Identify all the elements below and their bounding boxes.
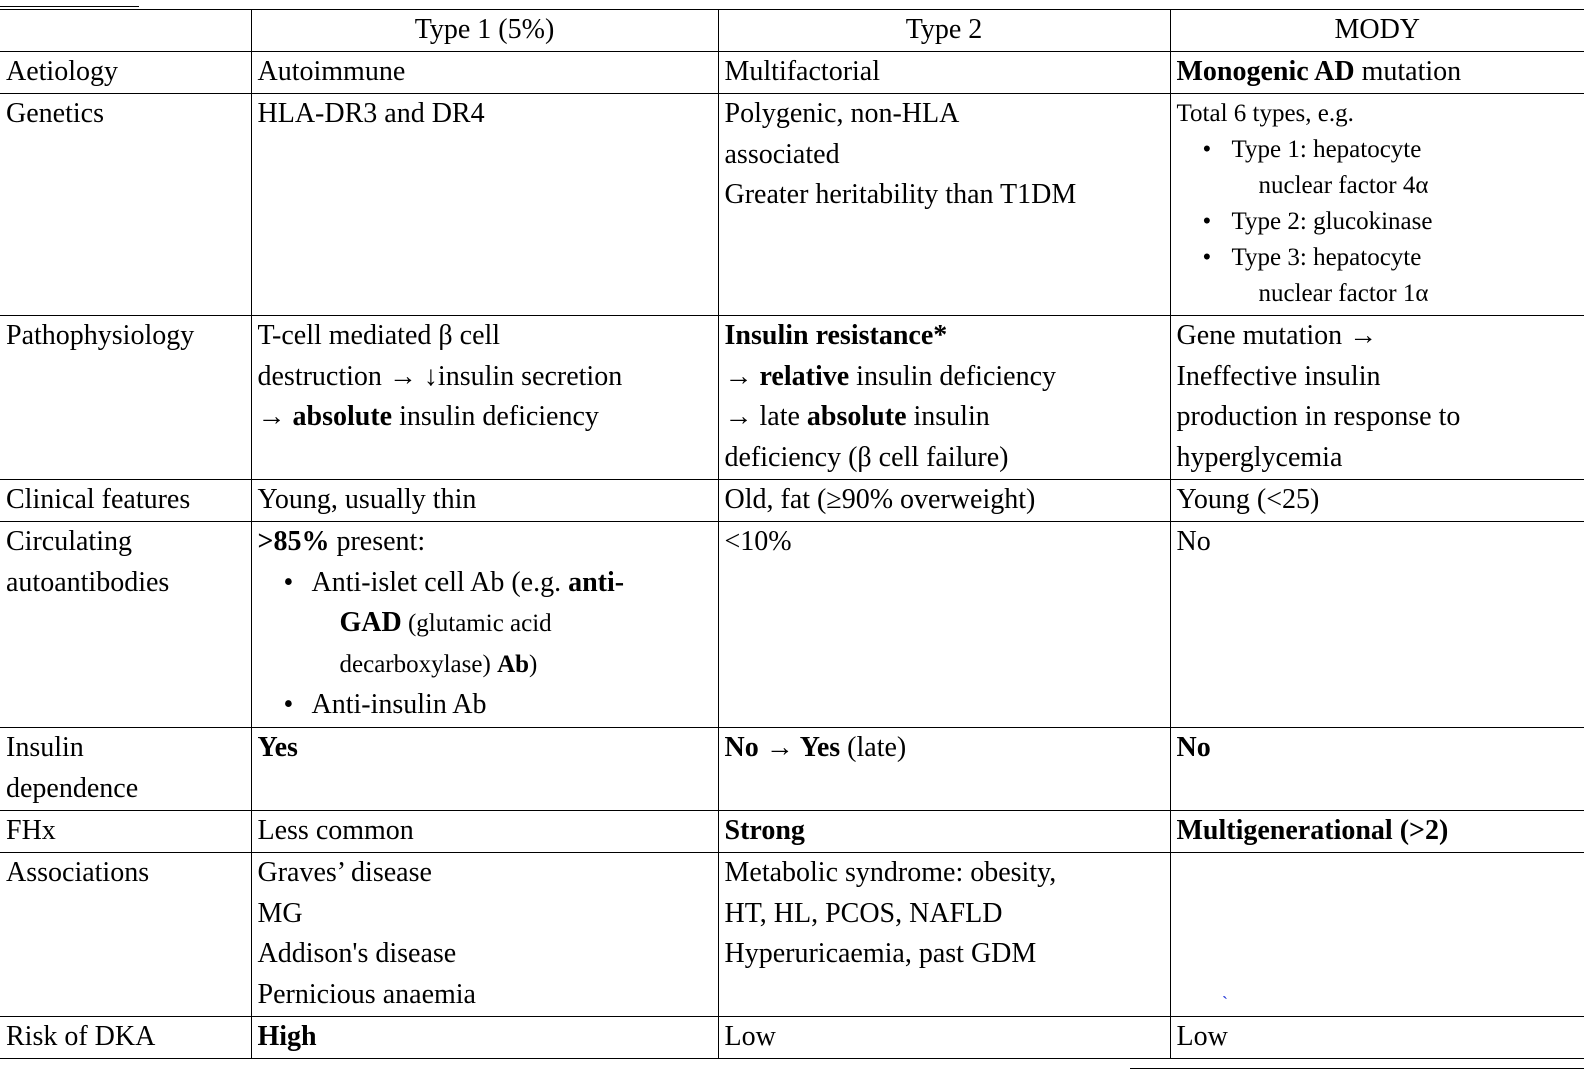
line: production in response to <box>1176 401 1461 432</box>
cell-aetiology-mody <box>1170 52 1584 94</box>
line: Metabolic syndrome: obesity, <box>724 857 1057 888</box>
cell-genetics-type2 <box>718 94 1170 316</box>
cell-genetics-mody <box>1170 94 1584 316</box>
item-text: Type 3: hepatocyte <box>1231 244 1422 271</box>
item-text-cont: nuclear factor 4α <box>1258 172 1429 199</box>
line: MG <box>257 897 303 929</box>
bold-text: GAD <box>339 607 402 638</box>
row-autoantibodies <box>0 522 1584 728</box>
line: Graves’ disease <box>257 857 432 888</box>
line: dependence <box>6 772 139 804</box>
cell-clinical-type2: Old, fat (≥90% overweight) <box>718 480 1170 522</box>
bold-text: >85% <box>257 526 330 557</box>
diabetes-comparison-table <box>0 9 1584 1059</box>
line: destruction → ↓insulin secretion <box>257 360 623 392</box>
list-item <box>1177 240 1579 312</box>
row-label-pathophysiology: Pathophysiology <box>0 316 251 480</box>
bold-text: absolute <box>292 401 393 432</box>
bold-text: relative <box>759 360 850 392</box>
line: Pernicious anaemia <box>257 978 476 1010</box>
bold-text: High <box>257 1021 317 1052</box>
cell-fhx-type1: Less common <box>251 811 718 853</box>
line: Greater heritability than T1DM <box>724 179 1077 210</box>
mody-types-list <box>1177 132 1579 312</box>
line: Gene mutation → <box>1176 320 1378 351</box>
text: → late <box>724 401 807 432</box>
item-text-cont: nuclear factor 1α <box>1258 280 1429 307</box>
line: hyperglycemia <box>1176 441 1343 473</box>
line <box>725 397 1164 438</box>
item-text: Type 1: hepatocyte <box>1231 136 1422 163</box>
row-label-genetics: Genetics <box>0 94 251 316</box>
line: Circulating <box>6 526 132 557</box>
text: insulin <box>906 401 990 432</box>
cell-autoantibodies-type1 <box>251 522 718 728</box>
bottom-rule <box>1130 1068 1584 1069</box>
bold-text: Monogenic AD <box>1176 56 1355 87</box>
bold-text: Ab <box>497 650 530 678</box>
top-rule <box>0 6 139 7</box>
bold-text: Yes <box>799 732 841 763</box>
cell-insulin-mody <box>1170 728 1584 811</box>
text: present: <box>329 526 426 557</box>
text: (late) <box>840 732 907 763</box>
text: mutation <box>1354 56 1462 87</box>
line: deficiency (β cell failure) <box>724 441 1009 473</box>
text: Anti-islet cell Ab (e.g. <box>311 566 569 598</box>
row-label-associations: Associations <box>0 853 251 1017</box>
line: T-cell mediated β cell <box>257 320 501 351</box>
cell-associations-mody <box>1170 853 1584 1017</box>
row-label-fhx: FHx <box>0 811 251 853</box>
text: insulin deficiency <box>392 401 599 432</box>
cell-insulin-type1 <box>251 728 718 811</box>
header-row <box>0 10 1584 52</box>
line <box>725 316 1164 357</box>
row-label-aetiology: Aetiology <box>0 52 251 94</box>
header-type1: Type 1 (5%) <box>251 10 718 52</box>
bold-text: Insulin resistance* <box>724 320 948 351</box>
line: Hyperuricaemia, past GDM <box>724 938 1037 969</box>
line: Addison's disease <box>257 938 457 969</box>
cell-fhx-type2 <box>718 811 1170 853</box>
cell-associations-type2 <box>718 853 1170 1017</box>
cell-dka-type2: Low <box>718 1017 1170 1059</box>
cell-aetiology-type2: Multifactorial <box>718 52 1170 94</box>
bold-text: anti- <box>568 566 625 598</box>
cell-aetiology-type1: Autoimmune <box>251 52 718 94</box>
arrow-text: → <box>257 401 293 432</box>
line: Insulin <box>6 732 84 763</box>
row-label-clinical-features: Clinical features <box>0 480 251 522</box>
list-item <box>258 685 712 726</box>
header-blank <box>0 10 251 52</box>
cell-pathophysiology-type1 <box>251 316 718 480</box>
row-aetiology <box>0 52 1584 94</box>
line <box>725 357 1164 398</box>
row-genetics <box>0 94 1584 316</box>
bold-text: Yes <box>257 732 298 763</box>
cell-clinical-type1: Young, usually thin <box>251 480 718 522</box>
cell-dka-type1 <box>251 1017 718 1059</box>
item-text-cont <box>312 645 712 686</box>
autoantibody-list <box>258 563 712 726</box>
text: Anti-insulin Ab <box>311 689 487 720</box>
row-associations <box>0 853 1584 1017</box>
cell-autoantibodies-type2: <10% <box>718 522 1170 728</box>
cell-pathophysiology-type2 <box>718 316 1170 480</box>
row-fhx <box>0 811 1584 853</box>
text: ) <box>529 650 538 678</box>
arrow-text: → <box>724 360 760 392</box>
line: HT, HL, PCOS, NAFLD <box>724 897 1003 929</box>
line: autoantibodies <box>6 566 170 598</box>
cell-pathophysiology-mody <box>1170 316 1584 480</box>
bold-text: Strong <box>724 815 805 846</box>
cell-autoantibodies-mody: No <box>1170 522 1584 728</box>
bold-text: absolute <box>806 401 907 432</box>
line: Ineffective insulin <box>1176 360 1381 392</box>
list-item <box>1177 132 1579 204</box>
cell-fhx-mody <box>1170 811 1584 853</box>
arrow-text: → <box>758 732 800 763</box>
header-type2: Type 2 <box>718 10 1170 52</box>
cell-clinical-mody: Young (<25) <box>1170 480 1584 522</box>
row-label-insulin-dependence <box>0 728 251 811</box>
line <box>258 522 712 563</box>
text: decarboxylase) <box>339 650 498 678</box>
item-text: Type 2: glucokinase <box>1231 208 1433 235</box>
list-item <box>1177 204 1579 240</box>
bold-text: No <box>1176 732 1211 763</box>
mody-types-intro: Total 6 types, e.g. <box>1176 100 1354 127</box>
row-label-autoantibodies <box>0 522 251 728</box>
line: Polygenic, non-HLA <box>724 98 960 129</box>
text: insulin deficiency <box>849 360 1056 392</box>
cell-genetics-type1: HLA-DR3 and DR4 <box>251 94 718 316</box>
line: associated <box>724 138 840 170</box>
bold-text: No <box>724 732 759 763</box>
cell-dka-mody: Low <box>1170 1017 1584 1059</box>
header-mody: MODY <box>1170 10 1584 52</box>
text: (glutamic acid <box>401 610 552 637</box>
list-item <box>258 563 712 686</box>
cell-associations-type1 <box>251 853 718 1017</box>
row-pathophysiology <box>0 316 1584 480</box>
bold-text: Multigenerational (>2) <box>1176 815 1449 846</box>
stray-mark: ˏ <box>1222 979 1228 999</box>
cell-insulin-type2 <box>718 728 1170 811</box>
item-text-cont <box>312 603 712 645</box>
line <box>258 397 712 438</box>
row-dka-risk <box>0 1017 1584 1059</box>
row-insulin-dependence <box>0 728 1584 811</box>
row-clinical-features <box>0 480 1584 522</box>
row-label-dka-risk: Risk of DKA <box>0 1017 251 1059</box>
